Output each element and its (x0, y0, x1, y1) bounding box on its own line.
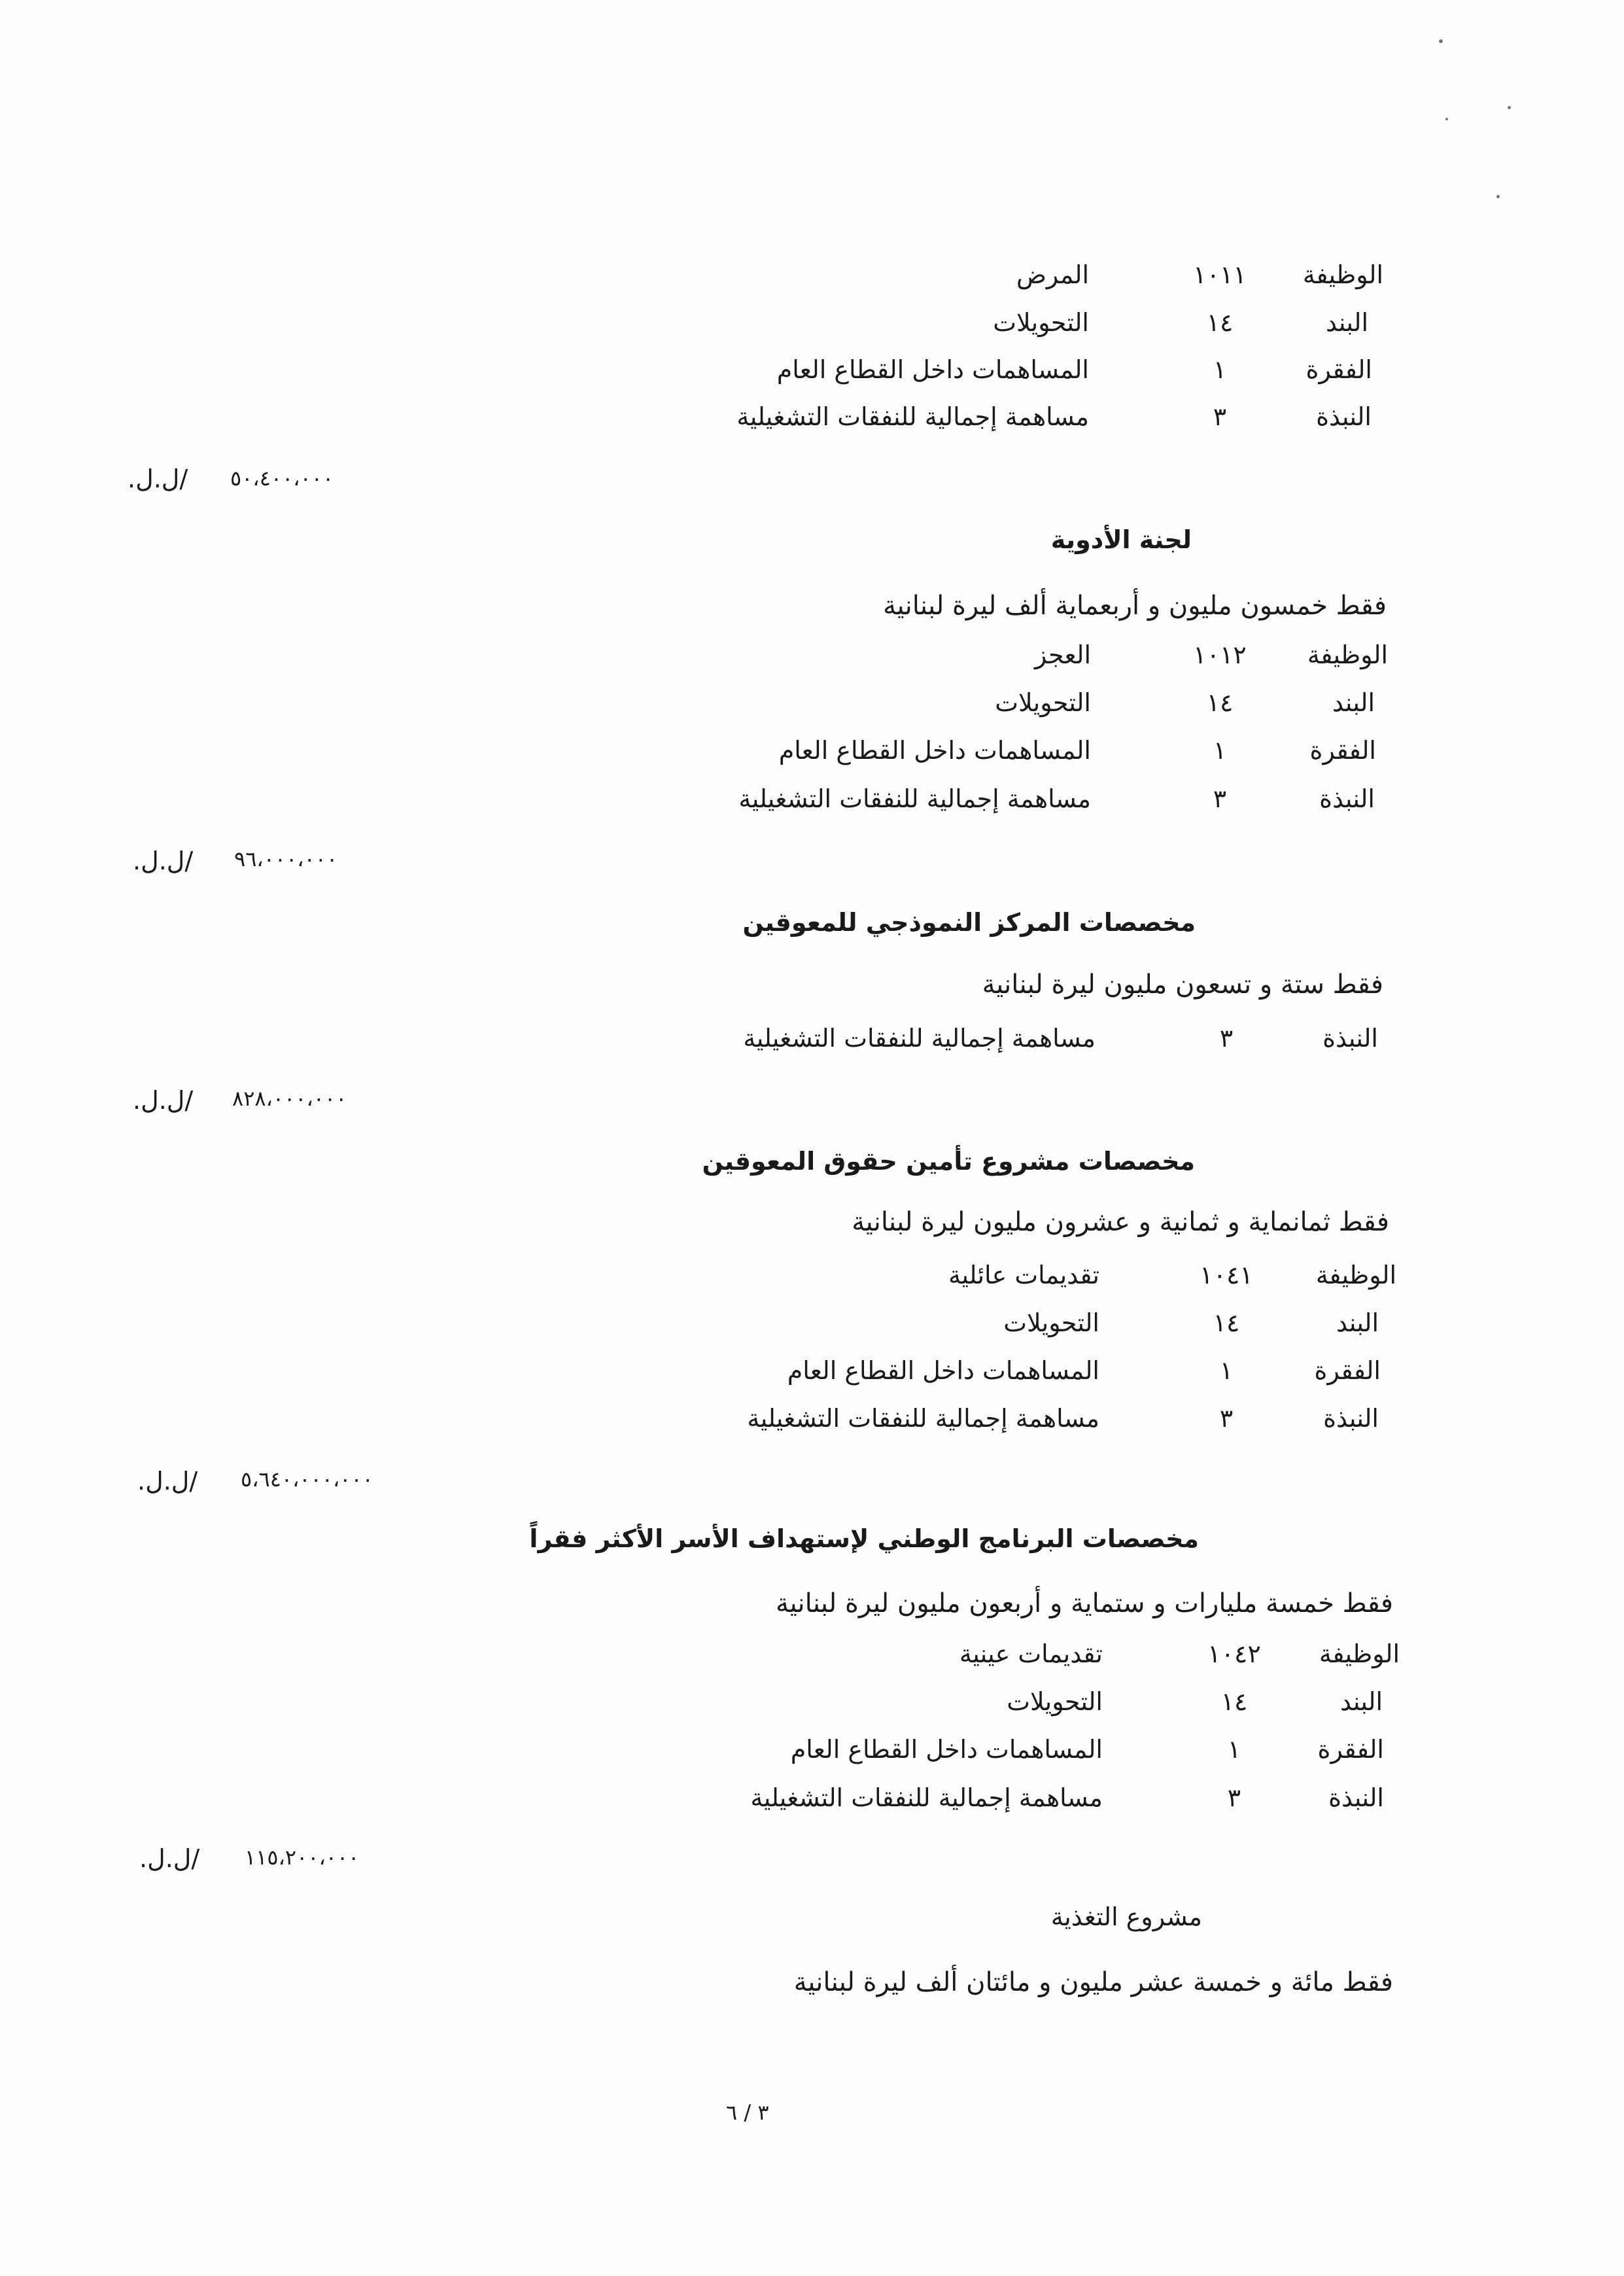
amount-value: ٥٠،٤٠٠،٠٠٠ (230, 466, 334, 491)
row-label: البند (1332, 688, 1375, 717)
row-label: الفقرة (1317, 1735, 1384, 1764)
row-code: ١ (1219, 1356, 1234, 1385)
row-description: المساهمات داخل القطاع العام (778, 736, 1091, 765)
row-label: الوظيفة (1302, 260, 1383, 289)
section-heading: لجنة الأدوية (1050, 525, 1192, 554)
row-code: ١٤ (1206, 688, 1234, 717)
row-code: ٣ (1227, 1783, 1241, 1812)
row-code: ١٤ (1220, 1687, 1248, 1716)
scan-speck (1508, 106, 1511, 109)
row-description: المساهمات داخل القطاع العام (787, 1356, 1099, 1385)
row-description: المرض (1016, 260, 1089, 289)
row-label: الفقرة (1314, 1356, 1381, 1385)
row-code: ١٠٤١ (1200, 1261, 1253, 1289)
amount-in-words: فقط ثمانماية و ثمانية و عشرون مليون ليرة لبنانية (852, 1207, 1389, 1237)
row-code: ١ (1213, 736, 1227, 765)
row-code: ١٠١٢ (1193, 640, 1247, 669)
section-heading: مخصصات المركز النموذجي للمعوقين (742, 908, 1196, 937)
row-label: الوظيفة (1307, 640, 1388, 669)
row-code: ١٠١١ (1193, 260, 1247, 289)
row-description: المساهمات داخل القطاع العام (790, 1735, 1103, 1764)
amount-currency: /ل.ل. (139, 1844, 200, 1873)
amount-in-words: فقط خمسون مليون و أربعماية ألف ليرة لبنانية (883, 591, 1387, 621)
row-description: مساهمة إجمالية للنفقات التشغيلية (747, 1404, 1099, 1433)
amount-currency: /ل.ل. (137, 1467, 198, 1496)
amount-value: ٥،٦٤٠،٠٠٠،٠٠٠ (241, 1467, 373, 1492)
row-label: البند (1339, 1687, 1383, 1716)
amount-value: ٩٦،٠٠٠،٠٠٠ (234, 847, 338, 871)
row-label: النبذة (1319, 784, 1375, 813)
amount-currency: /ل.ل. (133, 1086, 194, 1115)
row-description: العجز (1035, 640, 1091, 669)
row-code: ٣ (1219, 1404, 1234, 1433)
row-code: ١٤ (1213, 1308, 1240, 1337)
row-description: مساهمة إجمالية للنفقات التشغيلية (738, 784, 1091, 813)
row-label: النبذة (1322, 1024, 1378, 1053)
row-label: الوظيفة (1315, 1261, 1396, 1289)
row-label: النبذة (1316, 402, 1372, 431)
row-label: الفقرة (1309, 736, 1376, 765)
row-label: النبذة (1328, 1783, 1384, 1812)
row-code: ٣ (1219, 1024, 1234, 1053)
page-number: ٣ / ٦ (726, 2100, 769, 2125)
row-description: التحويلات (993, 308, 1089, 337)
row-description: مساهمة إجمالية للنفقات التشغيلية (750, 1783, 1103, 1812)
amount-currency: /ل.ل. (133, 847, 194, 875)
row-description: مساهمة إجمالية للنفقات التشغيلية (736, 402, 1089, 431)
scan-speck (1496, 195, 1500, 198)
amount-currency: /ل.ل. (128, 464, 188, 493)
amount-in-words: فقط خمسة مليارات و ستماية و أربعون مليون ليرة لبنانية (776, 1588, 1393, 1619)
row-code: ١٠٤٢ (1207, 1639, 1261, 1668)
section-heading: مخصصات مشروع تأمين حقوق المعوقين (702, 1147, 1195, 1176)
row-label: الفقرة (1305, 355, 1372, 384)
row-label: البند (1336, 1308, 1379, 1337)
section-heading: مشروع التغذية (1050, 1902, 1202, 1931)
amount-value: ٨٢٨،٠٠٠،٠٠٠ (232, 1086, 347, 1111)
row-description: التحويلات (1007, 1687, 1103, 1716)
row-description: التحويلات (995, 688, 1091, 717)
row-code: ١ (1213, 355, 1227, 384)
row-label: البند (1325, 308, 1368, 337)
row-description: تقديمات عائلية (948, 1261, 1099, 1289)
row-code: ٣ (1213, 784, 1227, 813)
row-description: تقديمات عينية (959, 1639, 1103, 1668)
row-label: الوظيفة (1319, 1639, 1400, 1668)
amount-in-words: فقط ستة و تسعون مليون ليرة لبنانية (982, 970, 1383, 1000)
section-heading: مخصصات البرنامج الوطني لإستهداف الأسر الأكثر فقراً (529, 1524, 1199, 1553)
row-label: النبذة (1323, 1404, 1379, 1433)
row-code: ١ (1227, 1735, 1241, 1764)
row-description: مساهمة إجمالية للنفقات التشغيلية (743, 1024, 1096, 1053)
row-code: ٣ (1213, 402, 1227, 431)
amount-value: ١١٥،٢٠٠،٠٠٠ (245, 1845, 360, 1870)
amount-in-words: فقط مائة و خمسة عشر مليون و مائتان ألف ليرة لبنانية (793, 1967, 1393, 1997)
row-description: التحويلات (1003, 1308, 1099, 1337)
scan-speck (1439, 39, 1443, 43)
scan-speck (1445, 118, 1448, 120)
row-code: ١٤ (1206, 308, 1234, 337)
row-description: المساهمات داخل القطاع العام (776, 355, 1089, 384)
